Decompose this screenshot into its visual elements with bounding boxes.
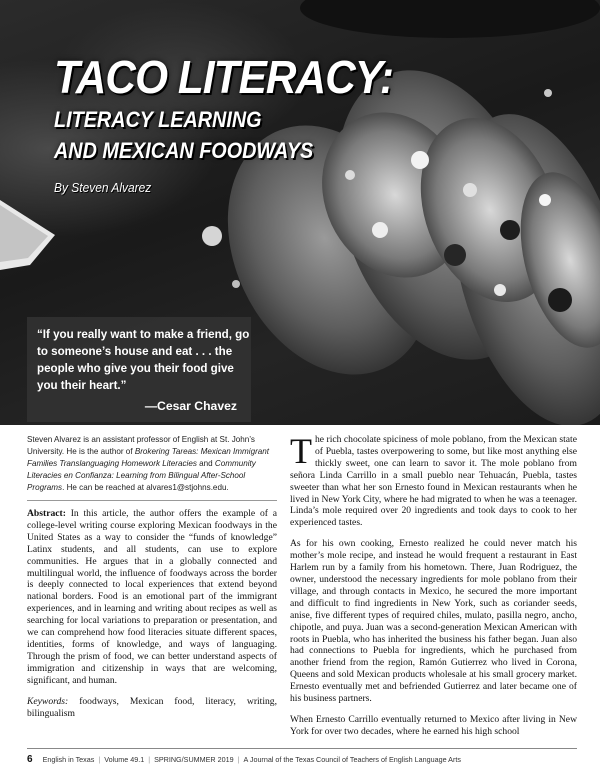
byline: By Steven Alvarez	[54, 180, 152, 195]
left-column	[27, 508, 277, 728]
footer-separator: |	[237, 755, 240, 764]
drop-cap: T	[290, 431, 312, 471]
author-email[interactable]: alvares1@stjohns.edu	[146, 483, 227, 492]
page-footer	[27, 748, 577, 765]
article-title: TACO LITERACY:	[54, 51, 393, 103]
pull-quote-attribution: —Cesar Chavez	[144, 399, 237, 413]
pull-quote-text: “If you really want to make a friend, go to someone’s house and eat . . . the people who give you their food give you their heart.”	[37, 327, 250, 392]
author-bio	[27, 434, 277, 501]
right-column	[290, 431, 577, 747]
footer-publisher: A Journal of the Texas Council of Teachers of English Language Arts	[243, 755, 461, 764]
bio-book-title: Brokering Tareas: Mexican Immigrant Families Translanguaging Homework Literacies	[27, 447, 270, 468]
body-paragraph: When Ernesto Carrillo eventually returned to Mexico after living in New York for over two decades, where he earned his high school	[290, 713, 577, 737]
abstract-label: Abstract:	[27, 508, 66, 519]
footer-journal: English in Texas	[42, 755, 95, 764]
footer-separator: |	[98, 755, 101, 764]
keywords	[27, 696, 277, 720]
abstract	[27, 508, 277, 687]
body-paragraph	[290, 431, 577, 529]
pull-quote	[27, 317, 251, 422]
bio-text: .	[226, 483, 229, 492]
footer-separator: |	[148, 755, 151, 764]
bio-text: . He can be reached at	[62, 483, 147, 492]
body-paragraph-text: he rich chocolate spiciness of mole poblano, from the Mexican state of Puebla, tastes overpowering to some, but like most anything else thickly sweet, one can learn to savor it. The mole poblano from señora Linda Carrillo in a small pueblo near Tehuacán, Puebla, tastes sweeter than what her son Ernesto found in Mexican restaurants when he lived in New York City, where he had migrated to when he was a teenager. Linda’s mole required over 20 ingredients and took days to cook to her experienced tastes.	[290, 434, 577, 529]
abstract-text: In this article, the author offers the example of a college-level writing course exploring Mexican foodways in the United States as a way to consider the “funds of knowledge” Latinx students, and all students, can use to explore communities. He argues that in a globally connected and multilingual world, the influence of foodways across the border is deeply connected to local experiences that extend beyond national borders. Food is an emotional part of the immigrant experiences, and in learning and writing about recipes as well as searching for local variations to preparation or presentation, and we can comprehend how food literacies situate different spaces, identities, forms of knowledge, and ways of languaging. Through the prism of food, we can better understand aspects of immigration and citizenship in ways that are welcoming, significant, and human.	[27, 508, 277, 686]
article-subtitle-line-1: LITERACY LEARNING	[54, 107, 262, 132]
page-number: 6	[27, 754, 33, 765]
bio-text: and	[196, 459, 215, 468]
keywords-text: foodways, Mexican food, literacy, writing, bilingualism	[27, 695, 277, 719]
footer-issue: SPRING/SUMMER 2019	[154, 755, 234, 764]
bio-book-title: Community Literacies en Confianza: Learning from Bilingual After-School Programs	[27, 459, 256, 492]
body-paragraph: As for his own cooking, Ernesto realized he could never match his mother’s mole recipe, and instead he would frequent a restaurant in East Harlem run by a family from his hometown. There, Juan Rodriguez, the owner, understood the necessary ingredients for mole poblano from their village, and through contacts in Mexico, he secured the more important and difficult to find ingredients in New York, such as coriander seeds, anise, five different types of required chiles, mulato, pasilla negro, ancho, chipotle, and puya. Juan was a second-generation Mexican American with roots in Puebla, who has inherited the business his father began. Juan also had connections to Puebla for ingredients, which he purchased from another friend from the region, Ramón Gutierrez who lived in Corona, Queens and sold Mexican products wholesale at his small grocery market. Ernesto eventually met and befriended Gutierrez and later became one of his business partners.	[290, 538, 577, 705]
footer-volume: Volume 49.1	[104, 755, 145, 764]
article-subtitle-line-2: AND MEXICAN FOODWAYS	[54, 138, 314, 163]
keywords-label: Keywords:	[27, 695, 69, 707]
bio-text: Steven Alvarez is an assistant professor of English at St. John’s University. He is the author of	[27, 435, 255, 456]
